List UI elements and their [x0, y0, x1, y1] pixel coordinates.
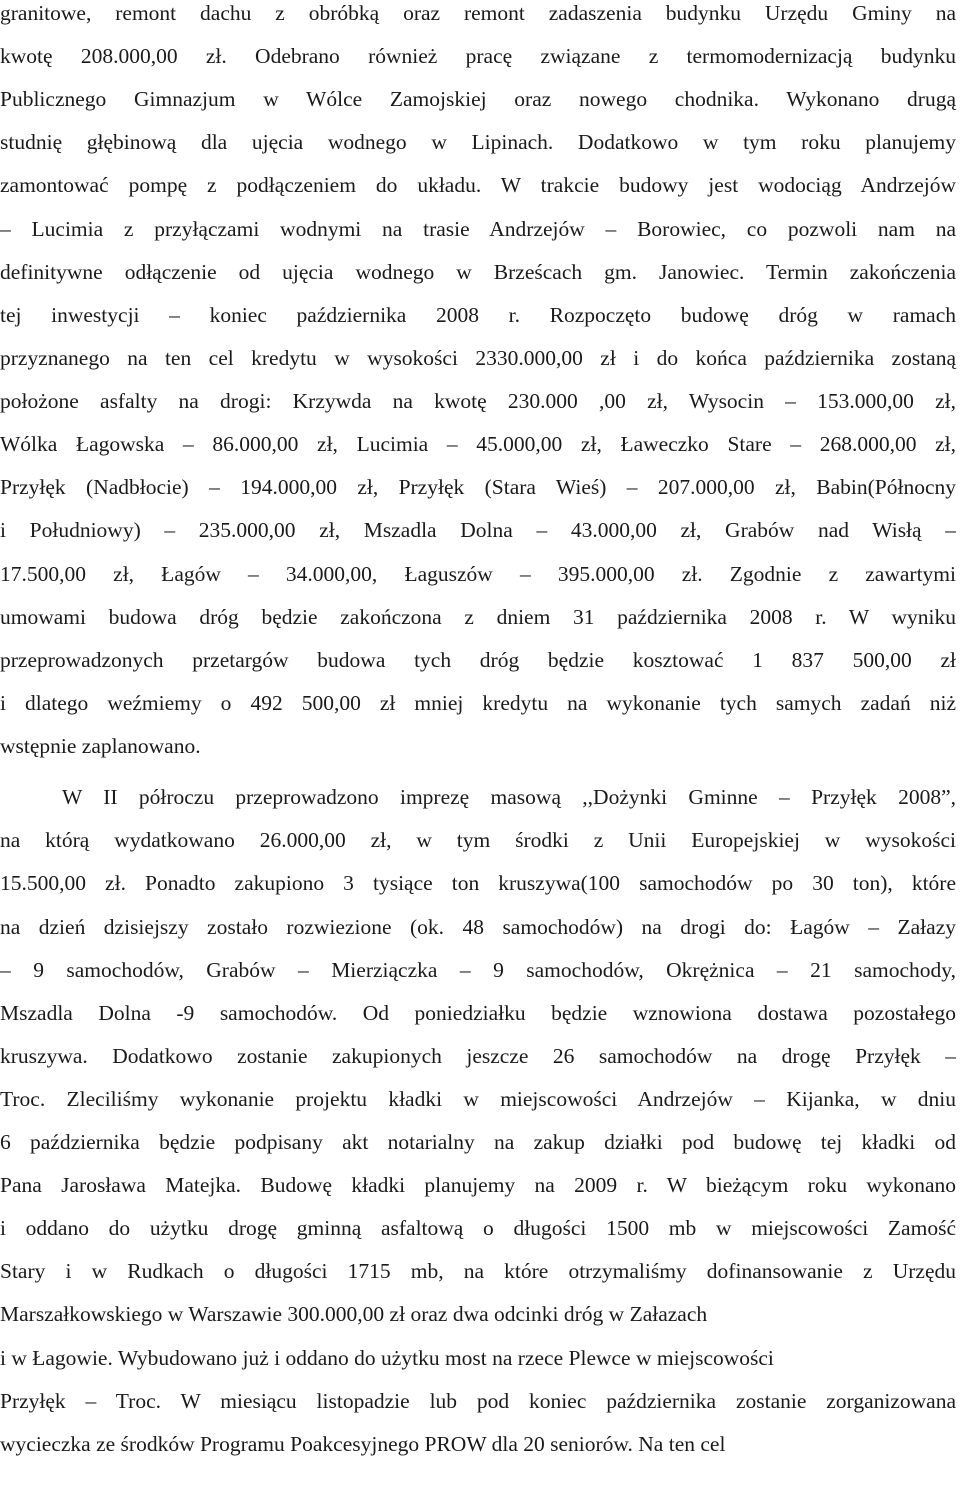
text-line: granitowe, remont dachu z obróbką oraz remont zadaszenia budynku Urzędu Gminy na [0, 1, 956, 25]
text-line: 17.500,00 zł, Łagów – 34.000,00, Łaguszów – 395.000,00 zł. Zgodnie z zawartymi [0, 562, 956, 586]
text-line: – 9 samochodów, Grabów – Mierziączka – 9 samochodów, Okrężnica – 21 samochody, [0, 958, 956, 982]
text-line: kwotę 208.000,00 zł. Odebrano również pracę związane z termomodernizacją budynku [0, 44, 956, 68]
text-line: Pana Jarosława Matejka. Budowę kładki planujemy na 2009 r. W bieżącym roku wykonano [0, 1173, 956, 1197]
text-line: na którą wydatkowano 26.000,00 zł, w tym środki z Unii Europejskiej w wysokości [0, 828, 956, 852]
text-line: wycieczka ze środków Programu Poakcesyjnego PROW dla 20 seniorów. Na ten cel [0, 1432, 726, 1456]
text-line: umowami budowa dróg będzie zakończona z dniem 31 października 2008 r. W wyniku [0, 605, 956, 629]
text-line: Wólka Łagowska – 86.000,00 zł, Lucimia – 45.000,00 zł, Ławeczko Stare – 268.000,00 zł, [0, 432, 956, 456]
text-line: i w Łagowie. Wybudowano już i oddano do użytku most na rzece Plewce w miejscowości [0, 1346, 774, 1370]
paragraph-first-line: W II półroczu przeprowadzono imprezę masową ,,Dożynki Gminne – Przyłęk 2008”, [62, 785, 956, 809]
text-line: definitywne odłączenie od ujęcia wodnego w Brześcach gm. Janowiec. Termin zakończenia [0, 260, 956, 284]
text-line: położone asfalty na drogi: Krzywda na kwotę 230.000 ,00 zł, Wysocin – 153.000,00 zł, [0, 389, 956, 413]
text-line: i oddano do użytku drogę gminną asfaltową o długości 1500 mb w miejscowości Zamość [0, 1216, 956, 1240]
text-line: przyznanego na ten cel kredytu w wysokości 2330.000,00 zł i do końca października zostaną [0, 346, 956, 370]
text-line: i dlatego weźmiemy o 492 500,00 zł mniej kredytu na wykonanie tych samych zadań niż [0, 691, 956, 715]
text-line: Publicznego Gimnazjum w Wólce Zamojskiej oraz nowego chodnika. Wykonano drugą [0, 87, 956, 111]
text-line: Stary i w Rudkach o długości 1715 mb, na które otrzymaliśmy dofinansowanie z Urzędu [0, 1259, 956, 1283]
text-line: zamontować pompę z podłączeniem do układu. W trakcie budowy jest wodociąg Andrzejów [0, 173, 956, 197]
text-line: Troc. Zleciliśmy wykonanie projektu kładki w miejscowości Andrzejów – Kijanka, w dniu [0, 1087, 956, 1111]
text-line: 6 października będzie podpisany akt notarialny na zakup działki pod budowę tej kładki od [0, 1130, 956, 1154]
text-line: studnię głębinową dla ujęcia wodnego w Lipinach. Dodatkowo w tym roku planujemy [0, 130, 956, 154]
text-line: 15.500,00 zł. Ponadto zakupiono 3 tysiące ton kruszywa(100 samochodów po 30 ton), które [0, 871, 956, 895]
text-line: i Południowy) – 235.000,00 zł, Mszadla Dolna – 43.000,00 zł, Grabów nad Wisłą – [0, 518, 956, 542]
text-line: Przyłęk – Troc. W miesiącu listopadzie lub pod koniec października zostanie zorganizowana [0, 1389, 956, 1413]
text-line: przeprowadzonych przetargów budowa tych dróg będzie kosztować 1 837 500,00 zł [0, 648, 956, 672]
text-line: – Lucimia z przyłączami wodnymi na trasie Andrzejów – Borowiec, co pozwoli nam na [0, 217, 956, 241]
text-line: Przyłęk (Nadbłocie) – 194.000,00 zł, Przyłęk (Stara Wieś) – 207.000,00 zł, Babin(Północny [0, 475, 956, 499]
text-line: kruszywa. Dodatkowo zostanie zakupionych jeszcze 26 samochodów na drogę Przyłęk – [0, 1044, 956, 1068]
text-line: wstępnie zaplanowano. [0, 734, 201, 758]
text-line: tej inwestycji – koniec października 2008 r. Rozpoczęto budowę dróg w ramach [0, 303, 956, 327]
text-line: Marszałkowskiego w Warszawie 300.000,00 zł oraz dwa odcinki dróg w Załazach [0, 1302, 708, 1326]
text-line: na dzień dzisiejszy zostało rozwiezione (ok. 48 samochodów) na drogi do: Łagów – Załazy [0, 915, 956, 939]
text-line: Mszadla Dolna -9 samochodów. Od poniedziałku będzie wznowiona dostawa pozostałego [0, 1001, 956, 1025]
